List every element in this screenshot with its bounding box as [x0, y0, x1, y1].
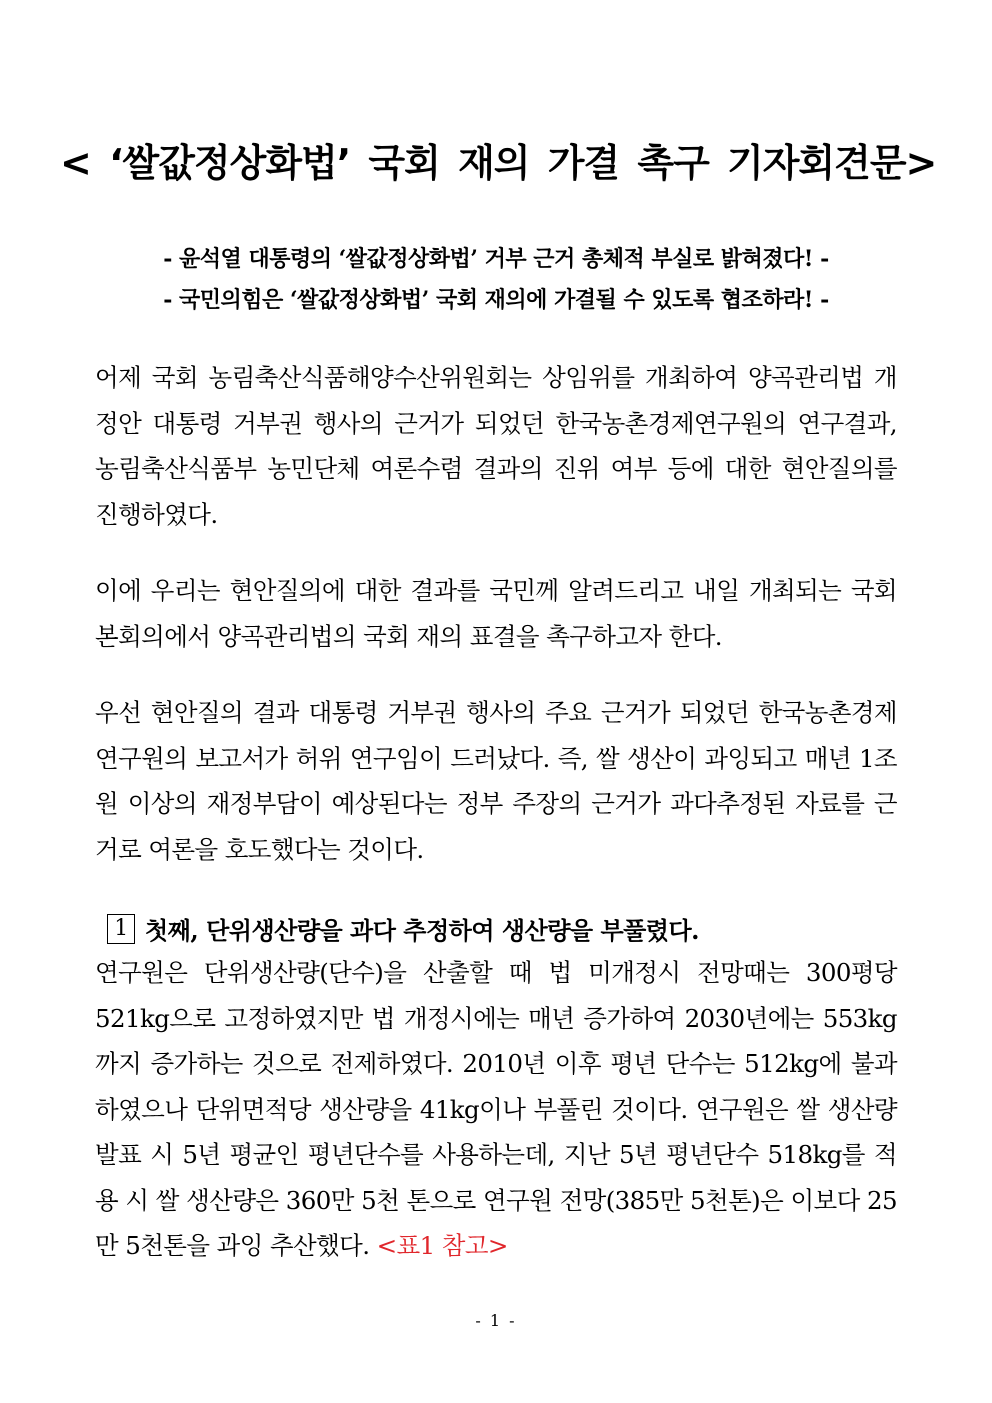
page-number: - 1 -: [475, 1311, 517, 1330]
paragraph-2: 이에 우리는 현안질의에 대한 결과를 국민께 알려드리고 내일 개최되는 국회 본회의에서 양곡관리법의 국회 재의 표결을 촉구하고자 한다.: [95, 576, 897, 651]
section-1-body-text: 연구원은 단위생산량(단수)을 산출할 때 법 미개정시 전망때는 300평당 521kg으로 고정하였지만 법 개정시에는 매년 증가하여 2030년에는 553kg까지 증가하는 것으로 전제하였다. 2010년 이후 평년 단수는 512kg에 불과하였으나 단위면적당 생산량을 41kg이나 부풀린 것이다. 연구원은 쌀 생산량 발표 시 5년 평균인 평년단수를 사용하는데, 지난 5년 평년단수 518kg를 적용 시 쌀 생산량은 360만 5천 톤으로 연구원 전망(385만 5천톤)은 이보다 25만 5천톤을 과잉 추산했다.: [95, 958, 897, 1260]
table-reference: <표1 참고>: [376, 1231, 508, 1260]
section-heading-text: 첫째, 단위생산량을 과다 추정하여 생산량을 부풀렸다.: [145, 916, 700, 945]
document-title: < ‘쌀값정상화법’ 국회 재의 가결 촉구 기자회견문>: [60, 141, 937, 185]
subtitle-1: - 윤석열 대통령의 ‘쌀값정상화법’ 거부 근거 총체적 부실로 밝혀졌다! -: [163, 246, 829, 272]
section-number-box: 1: [107, 914, 135, 944]
paragraph-3: 우선 현안질의 결과 대통령 거부권 행사의 주요 근거가 되었던 한국농촌경제연구원의 보고서가 허위 연구임이 드러났다. 즉, 쌀 생산이 과잉되고 매년 1조원 이상의 재정부담이 예상된다는 정부 주장의 근거가 과다추정된 자료를 근거로 여론을 호도했다는 것이다.: [95, 698, 897, 864]
subtitle-2: - 국민의힘은 ‘쌀값정상화법’ 국회 재의에 가결될 수 있도록 협조하라! -: [163, 287, 829, 313]
paragraph-1: 어제 국회 농림축산식품해양수산위원회는 상임위를 개최하여 양곡관리법 개정안 대통령 거부권 행사의 근거가 되었던 한국농촌경제연구원의 연구결과, 농림축산식품부 농민단체 여론수렴 결과의 진위 여부 등에 대한 현안질의를 진행하였다.: [95, 363, 897, 529]
section-1-body: [95, 950, 897, 1269]
section-1-heading: [107, 911, 699, 946]
